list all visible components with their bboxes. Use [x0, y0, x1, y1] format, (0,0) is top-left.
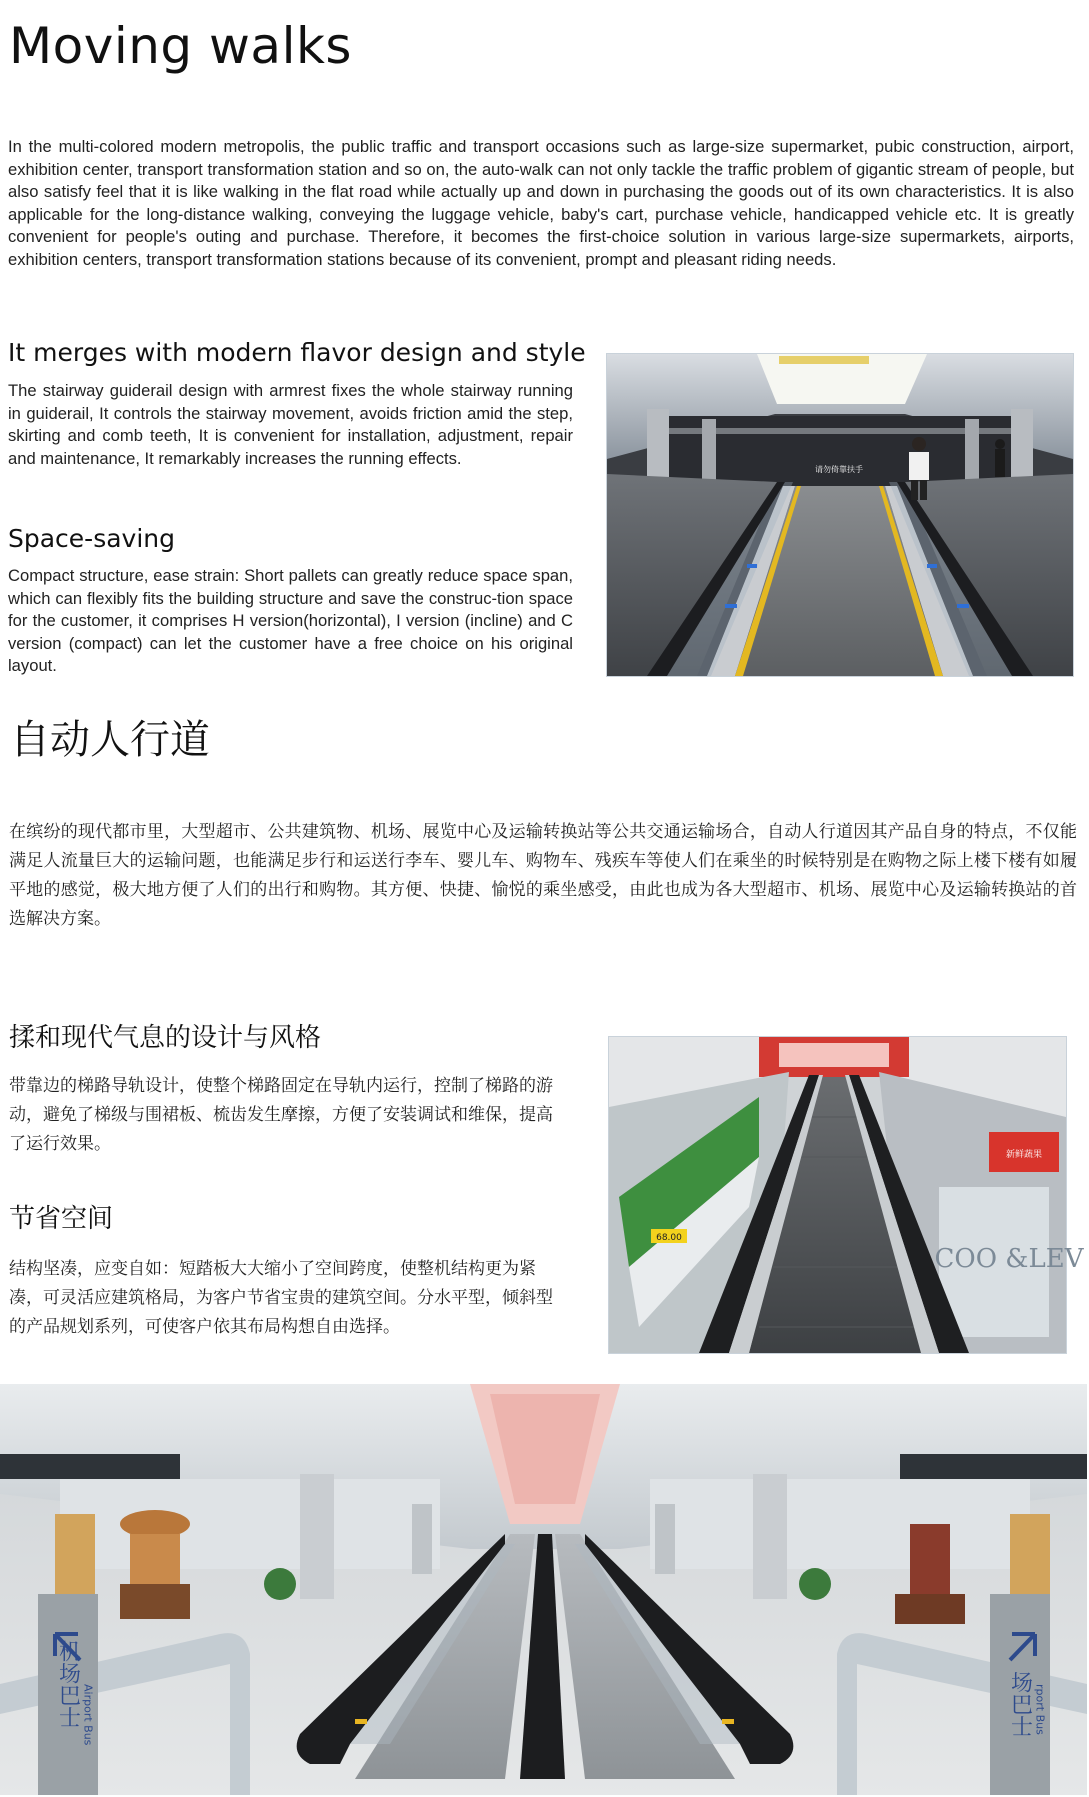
- moving-walk-photo-3: [0, 1384, 1087, 1795]
- price-tag: 68.00: [656, 1233, 682, 1243]
- page-title: Moving walks: [9, 17, 352, 75]
- design-paragraph: The stairway guiderail design with armrest fixes the whole stairway running in guiderail, It controls the stairway movement, avoids friction amid the step, skirting and comb teeth, It is convenient for installation, adjustment, repair and maintenance, It remarkably increases the running effects.: [8, 381, 573, 468]
- moving-walk-photo-1: [606, 353, 1074, 677]
- airport-bus-sign-right: 场巴士: [1007, 1671, 1033, 1737]
- chinese-design-paragraph: 带靠边的梯路导轨设计，使整个梯路固定在导轨内运行，控制了梯路的游动，避免了梯级与围裙板、梳齿发生摩擦，方便了安装调试和维保，提高了运行效果。: [9, 1076, 553, 1154]
- airport-bus-sign-left: 机场巴士: [55, 1640, 81, 1728]
- space-saving-paragraph: Compact structure, ease strain: Short pallets can greatly reduce space span, which can flexibly fits the building structure and save the construc-tion space for the customer, it comprises H version(horizontal), I version (incline) and C version (compact) can let the customer have a free choice on his original layout.: [8, 566, 573, 676]
- chinese-design-heading: 揉和现代气息的设计与风格: [9, 1023, 322, 1053]
- photo1-sign: 请勿倚靠扶手: [815, 465, 863, 474]
- poster-text: COO &LEV: [934, 1244, 1084, 1274]
- airport-bus-sign-left-en: Airport Bus: [81, 1684, 95, 1746]
- design-heading: It merges with modern flavor design and style: [8, 338, 586, 367]
- intro-paragraph: In the multi-colored modern metropolis, the public traffic and transport occasions such as large-size supermarket, pubic construction, airport, exhibition center, transport transformation station and so on, the auto-walk can not only tackle the traffic problem of gigantic stream of people, but also satisfy feel that it is like walking in the flat road while actually up and down in purchasing the goods out of its own characteristics. It is also applicable for the long-distance walking, conveying the luggage vehicle, baby's cart, purchase vehicle, handicapped vehicle etc. It is greatly convenient for people's outing and purchase. Therefore, it becomes the first-choice solution in various large-size supermarkets, airports, exhibition centers, transport transformation stations because of its convenient, prompt and pleasant riding needs.: [8, 137, 1074, 269]
- chinese-space-paragraph: 结构坚凑，应变自如：短踏板大大缩小了空间跨度，使整机结构更为紧凑，可灵活应建筑格局，为客户节省宝贵的建筑空间。分水平型，倾斜型的产品规划系列，可使客户依其布局构想自由选择。: [9, 1259, 553, 1337]
- chinese-space-heading: 节省空间: [9, 1204, 114, 1234]
- chinese-title: 自动人行道: [10, 717, 210, 763]
- store-sign: 新鲜蔬果: [1005, 1150, 1043, 1160]
- chinese-intro-paragraph: 在缤纷的现代都市里，大型超市、公共建筑物、机场、展览中心及运输转换站等公共交通运输场合，自动人行道因其产品自身的特点，不仅能满足人流量巨大的运输问题，也能满足步行和运送行李车、婴儿车、购物车、残疾车等使人们在乘坐的时候特别是在购物之际上楼下楼有如履平地的感觉，极大地方便了人们的出行和购物。其方便、快捷、愉悦的乘坐感受，由此也成为各大型超市、机场、展览中心及运输转换站的首选解决方案。: [9, 822, 1077, 929]
- moving-walk-photo-2: [608, 1036, 1084, 1354]
- airport-bus-sign-right-en: rport Bus: [1033, 1684, 1047, 1735]
- space-saving-heading: Space-saving: [8, 524, 176, 553]
